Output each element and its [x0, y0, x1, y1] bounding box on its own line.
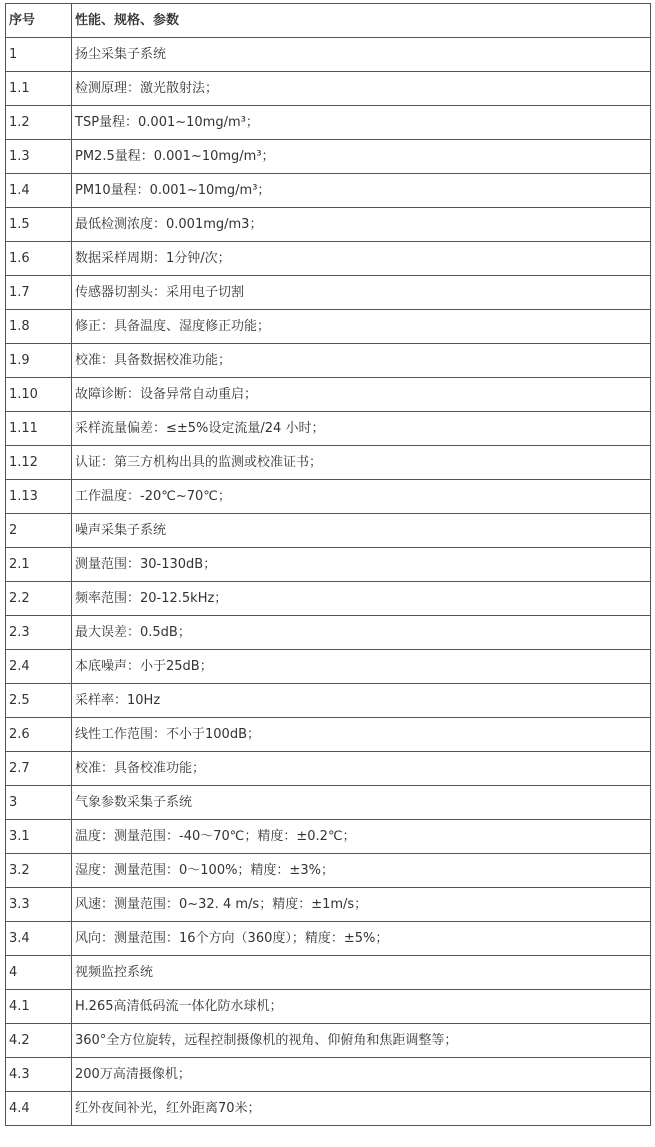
row-spec-cell: 风向：测量范围：16个方向（360度）；精度：±5%； [72, 922, 651, 956]
table-row [6, 786, 651, 820]
table-row [6, 888, 651, 922]
row-index-cell: 4.1 [6, 990, 72, 1024]
row-index-cell: 1.1 [6, 72, 72, 106]
row-index-cell: 3.3 [6, 888, 72, 922]
table-row [6, 242, 651, 276]
table-row [6, 378, 651, 412]
row-spec-cell: 数据采样周期：1分钟/次； [72, 242, 651, 276]
table-row [6, 72, 651, 106]
row-spec-cell: 工作温度：-20℃~70℃； [72, 480, 651, 514]
row-spec-cell: 风速：测量范围：0~32. 4 m/s；精度：±1m/s； [72, 888, 651, 922]
row-spec-cell: 气象参数采集子系统 [72, 786, 651, 820]
row-index-cell: 2.7 [6, 752, 72, 786]
row-spec-cell: 温度：测量范围：-40～70℃；精度：±0.2℃； [72, 820, 651, 854]
table-row [6, 990, 651, 1024]
row-index-cell: 2.5 [6, 684, 72, 718]
row-index-cell: 3.1 [6, 820, 72, 854]
row-spec-cell: 最大误差：0.5dB； [72, 616, 651, 650]
row-spec-cell: 噪声采集子系统 [72, 514, 651, 548]
row-index-cell: 1.3 [6, 140, 72, 174]
table-row [6, 922, 651, 956]
row-index-cell: 4.4 [6, 1092, 72, 1126]
row-spec-cell: PM2.5量程：0.001~10mg/m³； [72, 140, 651, 174]
header-index: 序号 [6, 4, 72, 38]
table-row [6, 344, 651, 378]
row-spec-cell: 频率范围：20-12.5kHz； [72, 582, 651, 616]
row-index-cell: 4.3 [6, 1058, 72, 1092]
row-index-cell: 1.5 [6, 208, 72, 242]
row-spec-cell: 湿度：测量范围：0～100%；精度：±3%； [72, 854, 651, 888]
row-index-cell: 3 [6, 786, 72, 820]
table-body [6, 38, 651, 1126]
table-header-row [6, 4, 651, 38]
spec-table [5, 3, 651, 1126]
table-row [6, 310, 651, 344]
row-spec-cell: 线性工作范围：不小于100dB； [72, 718, 651, 752]
row-spec-cell: 采样率：10Hz [72, 684, 651, 718]
row-spec-cell: H.265高清低码流一体化防水球机； [72, 990, 651, 1024]
row-spec-cell: 本底噪声：小于25dB； [72, 650, 651, 684]
table-row [6, 106, 651, 140]
row-index-cell: 3.2 [6, 854, 72, 888]
table-row [6, 752, 651, 786]
table-row [6, 446, 651, 480]
row-index-cell: 4.2 [6, 1024, 72, 1058]
row-index-cell: 3.4 [6, 922, 72, 956]
row-spec-cell: 360°全方位旋转，远程控制摄像机的视角、仰俯角和焦距调整等； [72, 1024, 651, 1058]
row-spec-cell: 传感器切割头：采用电子切割 [72, 276, 651, 310]
table-row [6, 956, 651, 990]
row-spec-cell: 扬尘采集子系统 [72, 38, 651, 72]
row-index-cell: 1.9 [6, 344, 72, 378]
row-spec-cell: 校准：具备校准功能； [72, 752, 651, 786]
header-spec: 性能、规格、参数 [72, 4, 651, 38]
table-row [6, 140, 651, 174]
row-spec-cell: 修正：具备温度、湿度修正功能； [72, 310, 651, 344]
row-index-cell: 2.6 [6, 718, 72, 752]
table-row [6, 412, 651, 446]
row-index-cell: 4 [6, 956, 72, 990]
row-spec-cell: 检测原理：激光散射法； [72, 72, 651, 106]
row-index-cell: 1.10 [6, 378, 72, 412]
table-row [6, 208, 651, 242]
row-index-cell: 1.8 [6, 310, 72, 344]
row-spec-cell: 故障诊断：设备异常自动重启； [72, 378, 651, 412]
row-spec-cell: 校准：具备数据校准功能； [72, 344, 651, 378]
table-row [6, 684, 651, 718]
row-index-cell: 2.4 [6, 650, 72, 684]
row-spec-cell: 红外夜间补光，红外距离70米； [72, 1092, 651, 1126]
row-index-cell: 1.2 [6, 106, 72, 140]
row-spec-cell: TSP量程：0.001~10mg/m³； [72, 106, 651, 140]
table-row [6, 548, 651, 582]
row-spec-cell: 认证：第三方机构出具的监测或校准证书； [72, 446, 651, 480]
row-index-cell: 2 [6, 514, 72, 548]
row-index-cell: 1.7 [6, 276, 72, 310]
table-row [6, 650, 651, 684]
table-row [6, 820, 651, 854]
row-index-cell: 2.2 [6, 582, 72, 616]
table-row [6, 276, 651, 310]
table-row [6, 38, 651, 72]
row-index-cell: 2.1 [6, 548, 72, 582]
table-row [6, 1058, 651, 1092]
table-row [6, 174, 651, 208]
row-spec-cell: 200万高清摄像机； [72, 1058, 651, 1092]
table-row [6, 1092, 651, 1126]
row-index-cell: 1.12 [6, 446, 72, 480]
row-spec-cell: 测量范围：30-130dB； [72, 548, 651, 582]
row-index-cell: 1.11 [6, 412, 72, 446]
row-index-cell: 1.13 [6, 480, 72, 514]
row-index-cell: 1.6 [6, 242, 72, 276]
table-row [6, 582, 651, 616]
row-index-cell: 1 [6, 38, 72, 72]
table-row [6, 854, 651, 888]
row-spec-cell: 采样流量偏差：≤±5%设定流量/24 小时； [72, 412, 651, 446]
table-row [6, 514, 651, 548]
table-row [6, 480, 651, 514]
row-spec-cell: PM10量程：0.001~10mg/m³； [72, 174, 651, 208]
table-row [6, 1024, 651, 1058]
row-spec-cell: 最低检测浓度：0.001mg/m3； [72, 208, 651, 242]
table-row [6, 616, 651, 650]
row-index-cell: 2.3 [6, 616, 72, 650]
row-index-cell: 1.4 [6, 174, 72, 208]
row-spec-cell: 视频监控系统 [72, 956, 651, 990]
table-row [6, 718, 651, 752]
